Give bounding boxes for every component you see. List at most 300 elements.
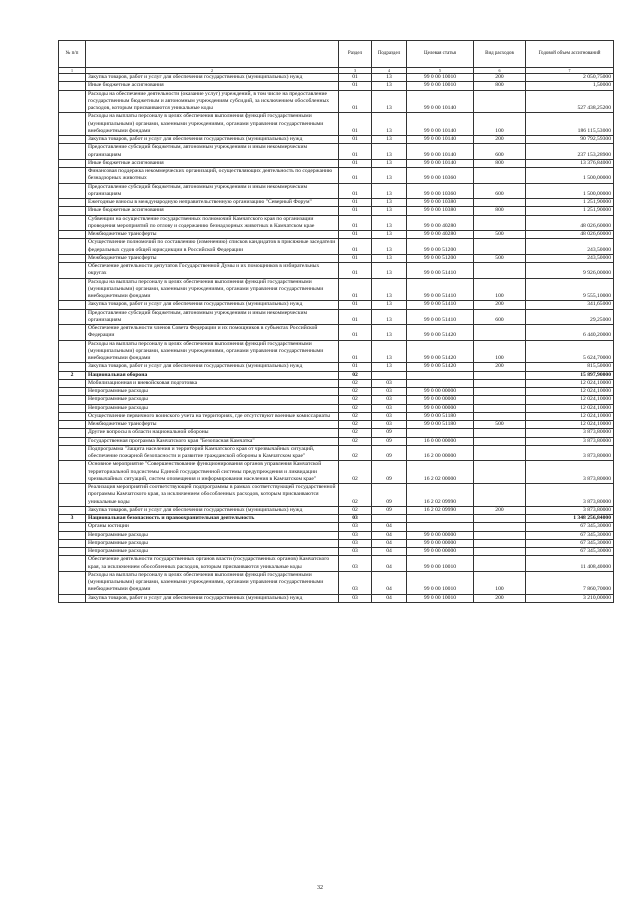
- row-subsection: 13: [372, 254, 407, 262]
- row-section: 01: [339, 239, 372, 255]
- row-subsection: 13: [372, 278, 407, 301]
- row-subsection: [372, 371, 407, 379]
- row-expense-type: [474, 379, 526, 387]
- row-amount: 48 026,60000: [526, 231, 614, 239]
- row-amount: 1 500,00000: [526, 183, 614, 199]
- row-target-article: 99 0 00 51420: [407, 340, 474, 363]
- row-number: [59, 82, 86, 90]
- row-section: 03: [339, 571, 372, 594]
- row-target-article: [407, 429, 474, 437]
- row-expense-type: [474, 445, 526, 461]
- row-subsection: 13: [372, 325, 407, 341]
- row-name: Закупка товаров, работ и услуг для обеспечения государственных (муниципальных) нужд: [86, 363, 339, 371]
- table-row: [59, 231, 614, 239]
- row-number: [59, 183, 86, 199]
- row-number: [59, 325, 86, 341]
- table-row: [59, 136, 614, 144]
- row-subsection: 13: [372, 231, 407, 239]
- row-number: [59, 301, 86, 309]
- row-amount: 3 873,80000: [526, 461, 614, 484]
- row-target-article: 99 0 00 51200: [407, 254, 474, 262]
- row-number: [59, 379, 86, 387]
- row-amount: 243,50000: [526, 239, 614, 255]
- row-subsection: 13: [372, 168, 407, 184]
- row-expense-type: 200: [474, 363, 526, 371]
- row-number: [59, 539, 86, 547]
- row-name: Непрограммные расходы: [86, 404, 339, 412]
- row-section: 02: [339, 437, 372, 445]
- row-target-article: 16 2 02 09990: [407, 506, 474, 514]
- table-row: [59, 388, 614, 396]
- row-target-article: 99 0 00 51410: [407, 309, 474, 325]
- header-subsection: Подраздел: [372, 41, 407, 68]
- row-number: [59, 404, 86, 412]
- row-expense-type: [474, 437, 526, 445]
- row-name: Предоставление субсидий бюджетным, автономным учреждениям и иным некоммерческим организациям: [86, 183, 339, 199]
- table-row: [59, 556, 614, 572]
- row-target-article: 99 0 00 51420: [407, 363, 474, 371]
- row-target-article: 99 0 00 10140: [407, 144, 474, 160]
- row-amount: 6 440,20000: [526, 325, 614, 341]
- row-name: Иные бюджетные ассигнования: [86, 159, 339, 167]
- row-number: [59, 445, 86, 461]
- table-row: [59, 340, 614, 363]
- row-target-article: 99 0 00 00000: [407, 548, 474, 556]
- row-subsection: 13: [372, 144, 407, 160]
- row-amount: 1 251,90000: [526, 199, 614, 207]
- row-name: Осуществление первичного воинского учета на территориях, где отсутствуют военные комиссариаты: [86, 412, 339, 420]
- row-section: 02: [339, 484, 372, 507]
- row-amount: 1 251,90000: [526, 207, 614, 215]
- row-target-article: 99 0 00 51180: [407, 412, 474, 420]
- row-subsection: 13: [372, 113, 407, 136]
- table-row: [59, 548, 614, 556]
- header-annual-amount: Годовой объем ассигнований: [526, 41, 614, 68]
- row-expense-type: [474, 556, 526, 572]
- row-expense-type: [474, 539, 526, 547]
- row-number: [59, 363, 86, 371]
- row-expense-type: 100: [474, 278, 526, 301]
- row-expense-type: 500: [474, 231, 526, 239]
- header-num: № п/п: [59, 41, 86, 68]
- row-section: 02: [339, 445, 372, 461]
- column-index: 2: [86, 68, 339, 74]
- table-row: [59, 363, 614, 371]
- row-number: [59, 437, 86, 445]
- row-subsection: 03: [372, 396, 407, 404]
- table-row: [59, 379, 614, 387]
- row-subsection: 09: [372, 437, 407, 445]
- row-amount: 3 210,00000: [526, 594, 614, 602]
- row-subsection: 03: [372, 379, 407, 387]
- row-section: 02: [339, 461, 372, 484]
- row-target-article: 99 0 00 10140: [407, 113, 474, 136]
- row-expense-type: 800: [474, 159, 526, 167]
- row-expense-type: [474, 396, 526, 404]
- table-row: [59, 113, 614, 136]
- row-section: 02: [339, 429, 372, 437]
- row-amount: 1 500,00000: [526, 168, 614, 184]
- row-number: [59, 396, 86, 404]
- row-number: [59, 594, 86, 602]
- row-expense-type: 800: [474, 82, 526, 90]
- row-name: Закупка товаров, работ и услуг для обеспечения государственных (муниципальных) нужд: [86, 506, 339, 514]
- row-number: [59, 278, 86, 301]
- row-target-article: 16 0 00 00000: [407, 437, 474, 445]
- row-name: Обеспечение деятельности депутатов Государственной Думы и их помощников в избирательных округах: [86, 263, 339, 279]
- row-expense-type: [474, 531, 526, 539]
- row-expense-type: 600: [474, 144, 526, 160]
- row-target-article: 99 0 00 00000: [407, 388, 474, 396]
- row-section: 01: [339, 263, 372, 279]
- row-number: [59, 523, 86, 531]
- table-row: [59, 309, 614, 325]
- row-section: 03: [339, 515, 372, 523]
- row-target-article: 99 0 00 10360: [407, 183, 474, 199]
- row-number: [59, 556, 86, 572]
- row-name: Другие вопросы в области национальной обороны: [86, 429, 339, 437]
- row-number: [59, 388, 86, 396]
- row-expense-type: 800: [474, 207, 526, 215]
- table-row: [59, 429, 614, 437]
- row-name: Национальная безопасность и правоохранительная деятельность: [86, 515, 339, 523]
- row-expense-type: [474, 325, 526, 341]
- row-subsection: [372, 515, 407, 523]
- row-subsection: 13: [372, 340, 407, 363]
- row-amount: 237 153,28900: [526, 144, 614, 160]
- table-row: [59, 239, 614, 255]
- row-name: Государственная программа Камчатского края "Безопасная Камчатка": [86, 437, 339, 445]
- row-section: 03: [339, 594, 372, 602]
- table-row: [59, 421, 614, 429]
- row-section: 01: [339, 136, 372, 144]
- table-row: [59, 515, 614, 523]
- row-name: Межбюджетные трансферты: [86, 231, 339, 239]
- row-subsection: 04: [372, 594, 407, 602]
- row-number: [59, 421, 86, 429]
- row-subsection: 09: [372, 445, 407, 461]
- row-amount: 5 624,70000: [526, 340, 614, 363]
- row-expense-type: [474, 371, 526, 379]
- row-target-article: [407, 523, 474, 531]
- row-amount: 3 873,80000: [526, 437, 614, 445]
- table-row: [59, 301, 614, 309]
- row-target-article: 99 0 00 10140: [407, 90, 474, 113]
- row-subsection: 13: [372, 309, 407, 325]
- row-name: Иные бюджетные ассигнования: [86, 207, 339, 215]
- row-name: Основное мероприятие "Совершенствование функционирования органов управления Камчатской территориальной подсистемы Единой государственной системы предупреждения и ликвидации чрезвычайных ситуаций, систем оповещения и информирования населения в Камчатском крае": [86, 461, 339, 484]
- row-section: 01: [339, 144, 372, 160]
- row-section: 01: [339, 90, 372, 113]
- row-amount: 186 115,53000: [526, 113, 614, 136]
- row-expense-type: [474, 90, 526, 113]
- row-amount: 48 026,60000: [526, 215, 614, 231]
- row-expense-type: [474, 548, 526, 556]
- row-subsection: 13: [372, 199, 407, 207]
- table-body: [59, 74, 614, 603]
- row-name: Непрограммные расходы: [86, 548, 339, 556]
- row-section: 01: [339, 113, 372, 136]
- row-target-article: [407, 379, 474, 387]
- row-name: Национальная оборона: [86, 371, 339, 379]
- row-target-article: 99 0 00 51410: [407, 263, 474, 279]
- row-name: Осуществление полномочий по составлению (изменению) списков кандидатов в присяжные заседатели федеральных судов общей юрисдикции в Российской Федерации: [86, 239, 339, 255]
- row-name: Непрограммные расходы: [86, 388, 339, 396]
- budget-document: [58, 40, 613, 603]
- table-row: [59, 82, 614, 90]
- row-target-article: 99 0 00 10140: [407, 136, 474, 144]
- row-expense-type: [474, 404, 526, 412]
- row-expense-type: 100: [474, 571, 526, 594]
- row-amount: 90 792,59300: [526, 136, 614, 144]
- row-amount: 15 897,90000: [526, 371, 614, 379]
- table-row: [59, 571, 614, 594]
- row-number: [59, 263, 86, 279]
- row-section: 01: [339, 207, 372, 215]
- row-expense-type: [474, 263, 526, 279]
- table-row: [59, 371, 614, 379]
- row-name: Субвенции на осуществление государственных полномочий Камчатского края по организации проведения мероприятий по отлову и содержанию безнадзорных животных в Камчатском крае: [86, 215, 339, 231]
- row-amount: 67 345,30000: [526, 539, 614, 547]
- row-subsection: 09: [372, 506, 407, 514]
- row-name: Расходы на выплаты персоналу в целях обеспечения выполнения функций государственными (муниципальными) органами, казенными учреждениями, органами управления государственными внебюджетными фондами: [86, 113, 339, 136]
- row-amount: 7 860,70000: [526, 571, 614, 594]
- row-subsection: 09: [372, 429, 407, 437]
- row-subsection: 13: [372, 159, 407, 167]
- row-number: [59, 309, 86, 325]
- header-section: Раздел: [339, 41, 372, 68]
- row-number: [59, 90, 86, 113]
- column-index: 7: [526, 68, 614, 74]
- row-name: Расходы на выплаты персоналу в целях обеспечения выполнения функций государственными (муниципальными) органами, казенными учреждениями, органами управления государственными внебюджетными фондами: [86, 278, 339, 301]
- row-target-article: 99 0 00 00000: [407, 539, 474, 547]
- row-number: [59, 74, 86, 82]
- row-section: 02: [339, 404, 372, 412]
- row-target-article: 99 0 00 51200: [407, 239, 474, 255]
- row-amount: 3 873,80000: [526, 484, 614, 507]
- row-target-article: 16 2 02 09990: [407, 484, 474, 507]
- row-amount: 527 438,25200: [526, 90, 614, 113]
- row-target-article: 99 0 00 51180: [407, 421, 474, 429]
- row-amount: 243,50000: [526, 254, 614, 262]
- row-section: 02: [339, 388, 372, 396]
- row-subsection: 13: [372, 239, 407, 255]
- row-expense-type: 600: [474, 183, 526, 199]
- row-name: Мобилизационная и вневойсковая подготовка: [86, 379, 339, 387]
- row-number: [59, 571, 86, 594]
- row-section: 02: [339, 379, 372, 387]
- table-row: [59, 254, 614, 262]
- row-number: 2: [59, 371, 86, 379]
- row-amount: 67 345,30000: [526, 548, 614, 556]
- row-section: 01: [339, 231, 372, 239]
- row-section: 01: [339, 215, 372, 231]
- row-name: Обеспечение деятельности государственных органов власти (государственных органов) Камчатского края, за исключением обособленных расходов, которым присваиваются уникальные коды: [86, 556, 339, 572]
- row-amount: 13 376,84000: [526, 159, 614, 167]
- row-amount: 29,25000: [526, 309, 614, 325]
- row-subsection: 13: [372, 74, 407, 82]
- table-row: [59, 539, 614, 547]
- row-amount: 815,50000: [526, 363, 614, 371]
- row-expense-type: [474, 523, 526, 531]
- column-index: 5: [407, 68, 474, 74]
- row-section: 03: [339, 531, 372, 539]
- row-amount: 1 348 256,84000: [526, 515, 614, 523]
- row-section: 02: [339, 506, 372, 514]
- row-number: [59, 461, 86, 484]
- row-subsection: 13: [372, 363, 407, 371]
- row-name: Обеспечение деятельности членов Совета Федерации и их помощников в субъектах Российской Федерации: [86, 325, 339, 341]
- row-subsection: 09: [372, 484, 407, 507]
- table-row: [59, 523, 614, 531]
- row-subsection: 13: [372, 136, 407, 144]
- row-target-article: 99 0 00 00000: [407, 396, 474, 404]
- row-amount: 2 050,75000: [526, 74, 614, 82]
- row-target-article: 99 0 00 10010: [407, 571, 474, 594]
- row-amount: 9 555,10000: [526, 278, 614, 301]
- row-section: 01: [339, 82, 372, 90]
- row-section: 01: [339, 340, 372, 363]
- row-expense-type: [474, 168, 526, 184]
- row-section: 03: [339, 548, 372, 556]
- table-row: [59, 74, 614, 82]
- row-name: Непрограммные расходы: [86, 539, 339, 547]
- table-row: [59, 445, 614, 461]
- row-amount: 67 345,30000: [526, 531, 614, 539]
- row-section: 01: [339, 301, 372, 309]
- row-subsection: 13: [372, 263, 407, 279]
- table-row: [59, 144, 614, 160]
- row-subsection: 04: [372, 556, 407, 572]
- row-subsection: 03: [372, 412, 407, 420]
- row-target-article: 99 0 00 10010: [407, 556, 474, 572]
- row-name: Непрограммные расходы: [86, 531, 339, 539]
- row-target-article: [407, 371, 474, 379]
- row-amount: 3 873,80000: [526, 506, 614, 514]
- column-index: 3: [339, 68, 372, 74]
- table-row: [59, 404, 614, 412]
- row-subsection: 04: [372, 548, 407, 556]
- row-name: Предоставление субсидий бюджетным, автономным учреждениям и иным некоммерческим организациям: [86, 309, 339, 325]
- row-subsection: 13: [372, 183, 407, 199]
- column-index: 1: [59, 68, 86, 74]
- header-expense-type: Вид расходов: [474, 41, 526, 68]
- row-target-article: 99 0 00 10380: [407, 207, 474, 215]
- row-expense-type: 100: [474, 340, 526, 363]
- row-subsection: 13: [372, 207, 407, 215]
- row-number: [59, 340, 86, 363]
- row-target-article: 99 0 00 10380: [407, 199, 474, 207]
- row-name: Закупка товаров, работ и услуг для обеспечения государственных (муниципальных) нужд: [86, 301, 339, 309]
- row-name: Иные бюджетные ассигнования: [86, 82, 339, 90]
- table-row: [59, 207, 614, 215]
- row-expense-type: [474, 484, 526, 507]
- row-name: Закупка товаров, работ и услуг для обеспечения государственных (муниципальных) нужд: [86, 74, 339, 82]
- row-expense-type: [474, 239, 526, 255]
- row-number: [59, 215, 86, 231]
- row-section: 01: [339, 183, 372, 199]
- row-name: Расходы на выплаты персоналу в целях обеспечения выполнения функций государственными (муниципальными) органами, казенными учреждениями, органами управления государственными внебюджетными фондами: [86, 340, 339, 363]
- row-amount: 9 926,00000: [526, 263, 614, 279]
- row-section: 01: [339, 309, 372, 325]
- row-subsection: 03: [372, 388, 407, 396]
- row-expense-type: [474, 515, 526, 523]
- row-number: [59, 231, 86, 239]
- row-name: Расходы на обеспечение деятельности (оказание услуг) учреждений, в том числе на предоставление государственным бюджетным и автономным учреждениям субсидий, за исключением обособленных расходов, которым присваиваются уникальные коды: [86, 90, 339, 113]
- row-name: Непрограммные расходы: [86, 396, 339, 404]
- row-section: 02: [339, 412, 372, 420]
- row-name: Финансовая поддержка некоммерческих организаций, осуществляющих деятельность по содержанию безнадзорных животных: [86, 168, 339, 184]
- table-row: [59, 199, 614, 207]
- row-name: Подпрограмма "Защита населения и территорий Камчатского края от чрезвычайных ситуаций, обеспечение пожарной безопасности и развитие гражданской обороны в Камчатском крае": [86, 445, 339, 461]
- row-expense-type: 200: [474, 301, 526, 309]
- row-target-article: 99 0 00 10140: [407, 159, 474, 167]
- row-amount: 3 873,80000: [526, 429, 614, 437]
- row-target-article: 16 2 00 00000: [407, 445, 474, 461]
- row-amount: 67 345,30000: [526, 523, 614, 531]
- table-row: [59, 396, 614, 404]
- table-row: [59, 461, 614, 484]
- row-expense-type: [474, 388, 526, 396]
- row-target-article: 99 0 00 40280: [407, 231, 474, 239]
- row-expense-type: 200: [474, 136, 526, 144]
- row-name: Предоставление субсидий бюджетным, автономным учреждениям и иным некоммерческим организациям: [86, 144, 339, 160]
- row-amount: 12 024,10000: [526, 388, 614, 396]
- page-number: 32: [317, 885, 323, 891]
- row-subsection: 04: [372, 571, 407, 594]
- row-number: [59, 159, 86, 167]
- row-subsection: 13: [372, 82, 407, 90]
- row-subsection: 03: [372, 421, 407, 429]
- header-name: [86, 41, 339, 68]
- row-number: [59, 199, 86, 207]
- row-name: Реализация мероприятий соответствующей подпрограммы в рамках соответствующей государственной программы Камчатского края, за исключением обособленных расходов, которым присваиваются уникальные коды: [86, 484, 339, 507]
- row-target-article: 99 0 00 10360: [407, 168, 474, 184]
- row-expense-type: [474, 215, 526, 231]
- row-amount: 1,50000: [526, 82, 614, 90]
- row-expense-type: [474, 461, 526, 484]
- row-expense-type: 200: [474, 74, 526, 82]
- table-row: [59, 594, 614, 602]
- table-row: [59, 159, 614, 167]
- row-target-article: 99 0 00 10010: [407, 82, 474, 90]
- column-index: 4: [372, 68, 407, 74]
- row-name: Закупка товаров, работ и услуг для обеспечения государственных (муниципальных) нужд: [86, 594, 339, 602]
- row-expense-type: [474, 199, 526, 207]
- table-row: [59, 90, 614, 113]
- row-target-article: 99 0 00 40280: [407, 215, 474, 231]
- row-expense-type: [474, 429, 526, 437]
- row-number: [59, 548, 86, 556]
- row-section: 02: [339, 396, 372, 404]
- table-row: [59, 325, 614, 341]
- row-section: 02: [339, 421, 372, 429]
- row-section: 01: [339, 363, 372, 371]
- row-number: [59, 531, 86, 539]
- row-subsection: 13: [372, 90, 407, 113]
- row-expense-type: 100: [474, 113, 526, 136]
- row-expense-type: 600: [474, 309, 526, 325]
- row-name: Закупка товаров, работ и услуг для обеспечения государственных (муниципальных) нужд: [86, 136, 339, 144]
- row-amount: 11 408,40000: [526, 556, 614, 572]
- table-row: [59, 531, 614, 539]
- row-expense-type: 200: [474, 594, 526, 602]
- table-row: [59, 278, 614, 301]
- row-name: Расходы на выплаты персоналу в целях обеспечения выполнения функций государственными (муниципальными) органами, казенными учреждениями, органами управления государственными внебюджетными фондами: [86, 571, 339, 594]
- header-row: [59, 41, 614, 68]
- row-number: 3: [59, 515, 86, 523]
- row-section: 02: [339, 371, 372, 379]
